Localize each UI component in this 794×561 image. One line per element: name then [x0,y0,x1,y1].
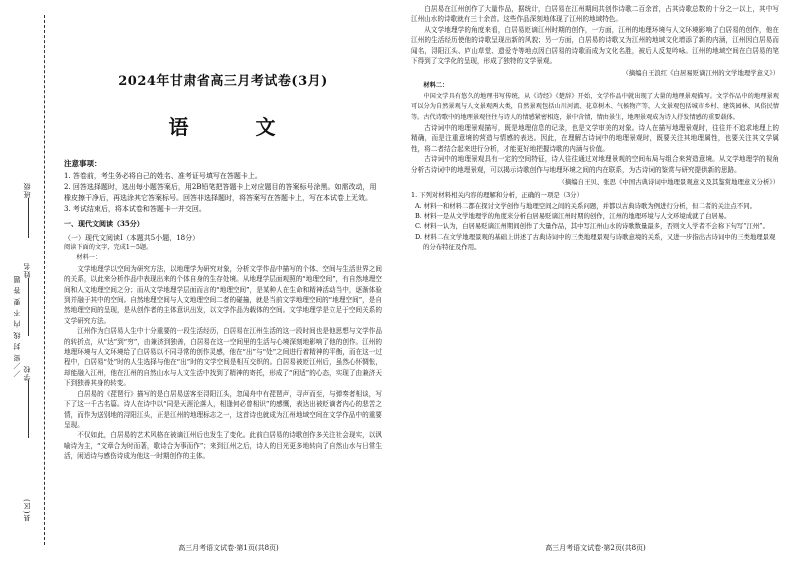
answer-option-c[interactable]: C. 材料一认为，白居易贬谪江州期间创作了大量作品，其中写江州山水的诗歌数量最多，否则文人学者不会称下句写“江州”。 [415,222,769,231]
passage-paragraph: 不仅如此，白居易的艺术风格在被谪江州后也发生了变化。此前白居易的诗歌创作多关注社会现实，以讽喻诗为主，“文章合为时而著，歌诗合为事而作”；来到江州之后，诗人的目光更多地转向了自然山水与日常生活，闲适诗与感伤诗成为他这一时期创作的主体。 [64,431,382,461]
name-label: 姓名 [23,262,31,278]
passage-paragraph: 江州作为白居易人生中十分重要的一段生活经历，白居易在江州生活的这一段时间也是他思想与文学作品的转折点，从“达”到“穷”，由兼济到独善，白居易在这一空间里的生活与心境深刻地影响了他的创作。江州的地理环境与人文环境给了白居易以不同寻常的创作灵感，他在“出”与“处”之间进行着精神的平衡，而在这一过程中，白居易“处”时的人生选择与他在“出”时的文学空间是相互交织的。白居易被贬江州后，虽然心怀惆怅，却能融入江州，他在江州的自然山水与人文生活中找到了精神的寄托，形成了“闲适”的心态，实现了由兼济天下到独善其身的转变。 [64,327,382,388]
answer-option-d[interactable]: D. 材料二在文学地理景观的基础上讲述了古典诗词中的三类地理景观与诗歌意境的关系，又进一步指出古诗词中的三类地理景观的分布特征及作用。 [415,232,776,252]
exam-page-2 [397,0,794,561]
exam-title: 2024年甘肃省高三月考试卷(3月) [118,74,328,89]
passage-paragraph: 从文学地理学的角度来看，白居易贬谪江州时期的创作，一方面，江州的地理环境与人文环境影响了白居易的创作，他在江州的生活经历使他的诗歌呈现出新的风貌；另一方面，白居易的诗歌又为江州的地域文化增添了新的内涵，江州因白居易而闻名，浔阳江头、庐山草堂、遗爱寺等地点因白居易的诗歌而成为文化名胜，被后人反复吟咏。江州的地域空间在白居易的笔下得到了文学化的呈现，形成了独特的文学景观。 [411,25,779,66]
passage-paragraph: 中国文学具有悠久的地理书写传统，从《诗经》《楚辞》开始，文学作品中就出现了大量的地理景观描写。文学作品中的地理景观可以分为自然景观与人文景观两大类，自然景观包括山川河流、花草树木、气候物产等，人文景观包括城市乡村、建筑园林、风俗民情等。古代诗歌中的地理景观往往与诗人的情感紧密相连，景中含情，情由景生，地理景观成为诗人抒发情感的重要载体。 [411,92,779,121]
source-citation: （摘编自王浪红《白居易贬谪江州的文学地理学意义》） [622,69,779,78]
notice-item: 2. 回答选择题时，选出每小题答案后，用2B铅笔把答题卡上对应题目的答案标号涂黑。如需改动，用橡皮擦干净后，再选涂其它答案标号。回答非选择题时，将答案写在答题卡上，写在本试卷上无效。 [64,183,377,202]
section-heading: 一、现代文阅读（35分） [64,219,144,228]
name-write-line[interactable] [28,278,29,336]
notice-heading: 注意事项： [64,159,102,168]
passage-paragraph: 古诗词中的地理景观描写，既是地理信息的记录，也是文学审美的对象。诗人在描写地理景观时，往往并不追求地理上的精确，而是注重意境的营造与情感的表达。因此，在理解古诗词中的地理景观时，既要关注其地理属性，也要关注其文学属性，将二者结合起来进行分析，才能更好地把握诗歌的内涵与价值。 [411,124,779,153]
district-label: 县(区) [23,498,31,522]
material1-label: 材料一： [76,254,102,262]
subsection-heading: （一）现代文阅读Ⅰ（本题共5小题，18分） [64,234,200,242]
passage-paragraph: 白居易在江州创作了大量作品，据统计，白居易在江州期间共创作诗歌二百余首，占其诗歌总数的十分之一以上，其中写江州山水的诗歌就有三十余首。这些作品深刻地体现了江州的地域特色。 [411,5,779,24]
passage-paragraph: 文学地理学以空间为研究方法，以地理学为研究对象，分析文学作品中描写的个体、空间与生活世界之间的关系，以此来分析作品中表现出来的个体自身的生存处境。从地理学层面观照的“地理空间”，有自然地理空间和人文地理空间之分；而从文学地理学层面而言的“地理空间”，是某种人在生命和精神活动当中，逐渐体验到并融于其中的空间。自然地理空间与人文地理空间二者的碰撞，就是当前文学地理空间的“地理空间”，是自然地理空间的呈现，是从创作者的主体意识出发，以文学作品为载体的空间。文学地理学是立足于空间关系的文学研究方法。 [64,264,382,325]
answer-option-a[interactable]: A. 材料一和材料二都在探讨文学创作与地理空间之间的关系问题，并都以古典诗歌为例进行分析，但二者的关注点不同。 [415,201,756,210]
page1-content [64,18,382,533]
school-write-line[interactable] [28,380,29,438]
seal-dashed-line [44,15,45,545]
class-write-line[interactable] [28,198,29,238]
school-label: 学校 [23,365,31,381]
binding-margin [0,0,58,561]
seal-line-text: ／／密 封 线 内 不 要 答 题 [13,275,21,378]
answer-option-b[interactable]: B. 材料一是从文学地理学的角度来分析白居易贬谪江州时期的创作，江州的地理环境与人文环境成就了白居易。 [415,211,731,220]
class-label: 班级 [23,182,31,198]
notice-item: 1. 答卷前，考生务必将自己的姓名、准考证号填写在答题卡上。 [64,172,262,180]
page-footer: 高三月考语文试卷·第1页(共8页) [178,544,279,552]
page-footer: 高三月考语文试卷·第2页(共8页) [545,544,646,552]
material2-label: 材料二： [423,82,449,90]
passage-paragraph: 古诗词中的地理景观具有一定的空间特征，诗人往往通过对地理景观的空间布局与组合来营造意境。从文学地理学的视角分析古诗词中的地理景观，可以揭示诗歌创作与地理环境之间的内在联系，为古诗词的鉴赏与研究提供新的思路。 [411,155,779,174]
instruction-text: 阅读下面的文字，完成1～5题。 [64,244,153,251]
subject-heading: 语 文 [168,115,306,139]
page2-content [411,4,779,534]
passage-paragraph: 白居易的《琵琶行》描写的是白居易送客至浔阳江头，忽闻舟中有琵琶声，寻声而至，与弹奏者相谈，写下了这一千古名篇。诗人在诗中以“同是天涯沦落人，相逢何必曾相识”的感慨，表达出被贬谪者内心的悲苦之情，而作为送别地的浔阳江头，正是江州的地理标志之一，这首诗也就成为江州地域空间在文学作品中的重要呈现。 [64,389,382,429]
source-citation: （摘编自王贝、张思《中国古典诗词中地理景观意义及其鉴赏地理意义分析》） [558,178,779,187]
question-stem: 1. 下列对材料相关内容的理解和分析，正确的一项是（3分） [411,191,583,200]
notice-block [64,158,382,215]
notice-item: 3. 考试结束后，将本试卷和答题卡一并交回。 [64,205,206,213]
